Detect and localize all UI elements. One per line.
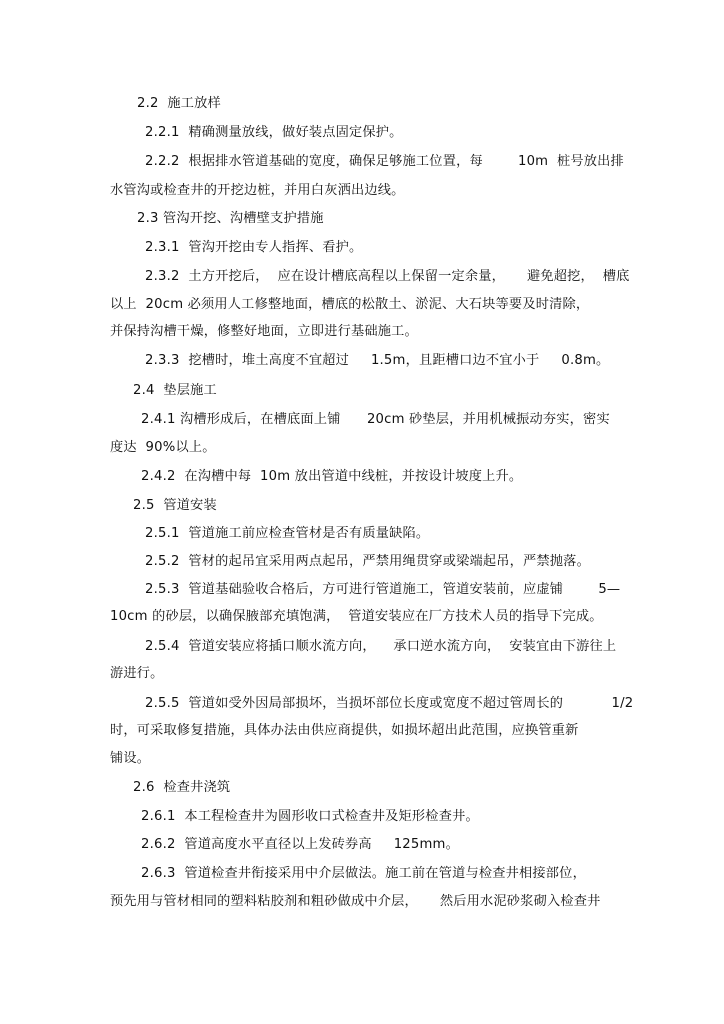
- paragraph-line: 游进行。: [110, 666, 164, 681]
- paragraph-line: 2.2.1 精确测量放线，做好装点固定保护。: [145, 125, 403, 140]
- paragraph-line: 2.5.2 管材的起吊宜采用两点起吊，严禁用绳贯穿或梁端起吊，严禁抛落。: [145, 554, 590, 569]
- paragraph-line: 2.6.1 本工程检查井为圆形收口式检查井及矩形检查井。: [141, 809, 479, 824]
- heading-2-2: 2.2 施工放样: [137, 96, 221, 111]
- paragraph-line: 2.5.1 管道施工前应检查管材是否有质量缺陷。: [145, 526, 430, 541]
- paragraph-line: 2.6.2 管道高度水平直径以上发砖券高 125mm。: [141, 837, 459, 852]
- paragraph-line: 预先用与管材相同的塑料粘胶剂和粗砂做成中介层， 然后用水泥砂浆砌入检查井: [110, 894, 601, 909]
- heading-2-3: 2.3 管沟开挖、沟槽壁支护措施: [137, 211, 324, 226]
- paragraph-line: 时，可采取修复措施，具体办法由供应商提供，如损坏超出此范围，应换管重新: [110, 723, 579, 738]
- paragraph-line: 10cm 的砂层，以确保腋部充填饱满， 管道安装应在厂方技术人员的指导下完成。: [110, 609, 603, 624]
- paragraph-line: 铺设。: [110, 751, 151, 766]
- paragraph-line: 2.3.3 挖槽时，堆土高度不宜超过 1.5m，且距槽口边不宜小于 0.8m。: [145, 353, 610, 368]
- paragraph-line: 2.6.3 管道检查井衔接采用中介层做法。施工前在管道与检查井相接部位，: [141, 866, 586, 881]
- paragraph-line: 2.5.4 管道安装应将插口顺水流方向， 承口逆水流方向， 安装宜由下游往上: [145, 639, 617, 654]
- paragraph-line: 以上 20cm 必须用人工修整地面，槽底的松散土、淤泥、大石块等要及时清除，: [110, 297, 590, 312]
- paragraph-line: 水管沟或检查井的开挖边桩，并用白灰洒出边线。: [110, 183, 405, 198]
- paragraph-line: 度达 90%以上。: [110, 440, 216, 455]
- heading-2-6: 2.6 检查井浇筑: [133, 780, 231, 795]
- paragraph-line: 2.4.1 沟槽形成后，在槽底面上铺 20cm 砂垫层，并用机械振动夯实，密实: [141, 412, 610, 427]
- paragraph-line: 2.4.2 在沟槽中每 10m 放出管道中线桩，并按设计坡度上升。: [141, 469, 523, 484]
- paragraph-line: 2.3.1 管沟开挖由专人指挥、看护。: [145, 240, 363, 255]
- paragraph-line: 2.5.5 管道如受外因局部损坏，当损坏部位长度或宽度不超过管周长的 1/2: [145, 696, 634, 711]
- paragraph-line: 2.2.2 根据排水管道基础的宽度，确保足够施工位置，每 10m 桩号放出排: [145, 154, 624, 169]
- heading-2-5: 2.5 管道安装: [133, 498, 217, 513]
- heading-2-4: 2.4 垫层施工: [133, 383, 217, 398]
- paragraph-line: 2.5.3 管道基础验收合格后，方可进行管道施工，管道安装前，应虚铺 5—: [145, 582, 621, 597]
- paragraph-line: 并保持沟槽干燥，修整好地面，立即进行基础施工。: [110, 324, 418, 339]
- paragraph-line: 2.3.2 土方开挖后， 应在设计槽底高程以上保留一定余量， 避免超挖， 槽底: [145, 269, 630, 284]
